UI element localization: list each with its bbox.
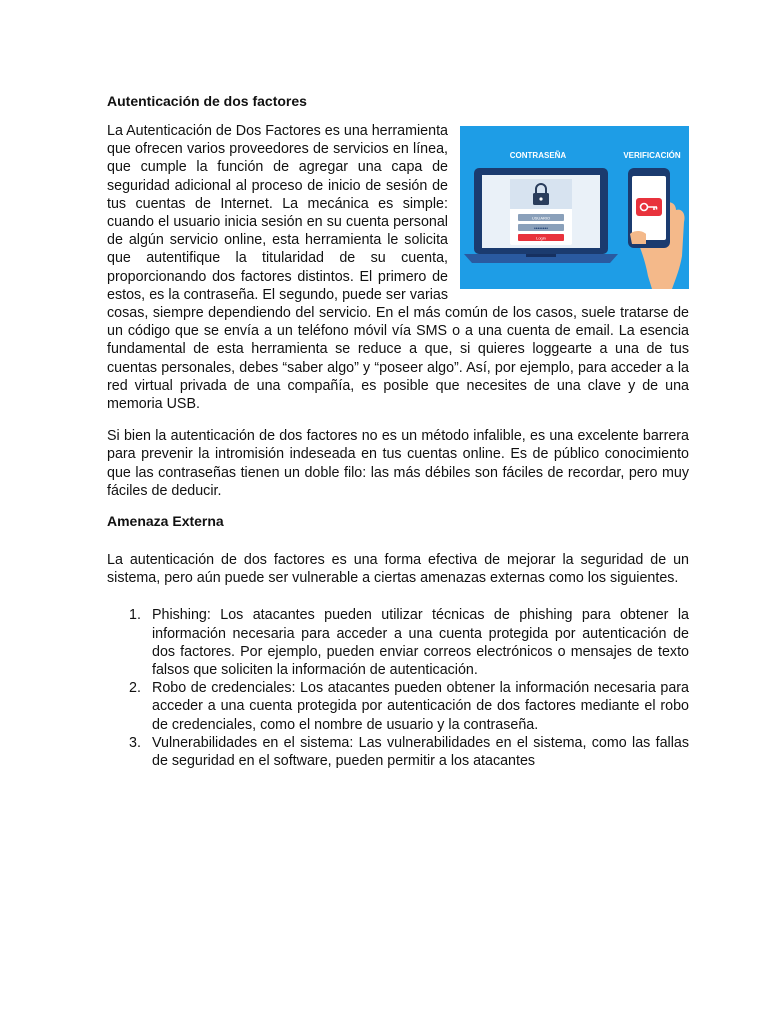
svg-text:USUARIO: USUARIO	[531, 215, 551, 221]
list-item	[107, 734, 689, 770]
list-text: Robo de credenciales: Los atacantes pueden obtener la información necesaria para acceder a una cuenta protegida por autenticación de dos factores mediante el robo de credenciales, como el nombre de usuario y la contraseña.	[152, 680, 689, 733]
section-heading: Amenaza Externa	[107, 513, 224, 530]
amenaza-paragraph: La autenticación de dos factores es una forma efectiva de mejorar la seguridad de un sistema, pero aún puede ser vulnerable a ciertas amenazas externas como los siguientes.	[107, 552, 689, 587]
svg-text:Login: Login	[536, 235, 546, 241]
list-text: Vulnerabilidades en el sistema: Las vulnerabilidades en el sistema, como las fallas de seguridad en el software, pueden permitir a los atacantes	[152, 734, 689, 770]
document-page	[107, 92, 689, 770]
label-contrasena: CONTRASEÑA	[509, 151, 567, 160]
two-factor-illustration	[460, 126, 689, 289]
svg-text:••••••••: ••••••••	[533, 225, 549, 232]
list-number: 3.	[129, 734, 141, 751]
intro-paragraph-text: La Autenticación de Dos Factores es una herramienta que ofrecen varios proveedores de servicios en línea, que cumple la función de agregar una capa de seguridad adicional al proceso de inicio de sesión de tus cuentas de Internet. La mecánica es simple: cuando el usuario inicia sesión en su cuenta personal de algún servicio online, esta herramienta le solicita que autentifique la titularidad de su cuenta, proporcionando dos factores distintos. El primero de estos, es la contraseña. El segundo, puede ser varias cosas, siempre dependiendo del servicio. En el más común de los casos, suele tratarse de un código que se envía a un teléfono móvil vía SMS o a una cuenta de email. La esencia fundamental de esta herramienta se reduce a que, si quieres loggearte a una de tus cuentas personales, debes “saber algo” y “poseer algo”. Así, por ejemplo, para acceder a la red virtual privada de una compañía, es posible que necesites de una clave y de una memoria USB.	[107, 123, 689, 413]
list-item	[107, 679, 689, 734]
thumb	[630, 231, 646, 244]
section-heading: Autenticación de dos factores	[107, 93, 307, 109]
list-number: 2.	[129, 680, 141, 697]
threat-list	[107, 606, 689, 770]
list-text: Phishing: Los atacantes pueden utilizar técnicas de phishing para obtener la información necesaria para acceder a una cuenta protegida por autenticación de dos factores. Por ejemplo, pueden enviar correos electrónicos o mensajes de texto falsos que soliciten la información de autenticación.	[152, 607, 689, 679]
intro-paragraph	[107, 122, 689, 413]
second-paragraph: Si bien la autenticación de dos factores no es un método infalible, es una excelente barrera para prevenir la intromisión indeseada en tus cuentas online. Es de público conocimiento que las contraseñas tienen un doble filo: las más débiles son fáciles de recordar, pero muy fáciles de deducir.	[107, 428, 689, 499]
list-number: 1.	[129, 607, 141, 624]
list-item	[107, 606, 689, 679]
label-verificacion: VERIFICACIÓN	[623, 151, 681, 160]
two-factor-image	[460, 126, 689, 289]
